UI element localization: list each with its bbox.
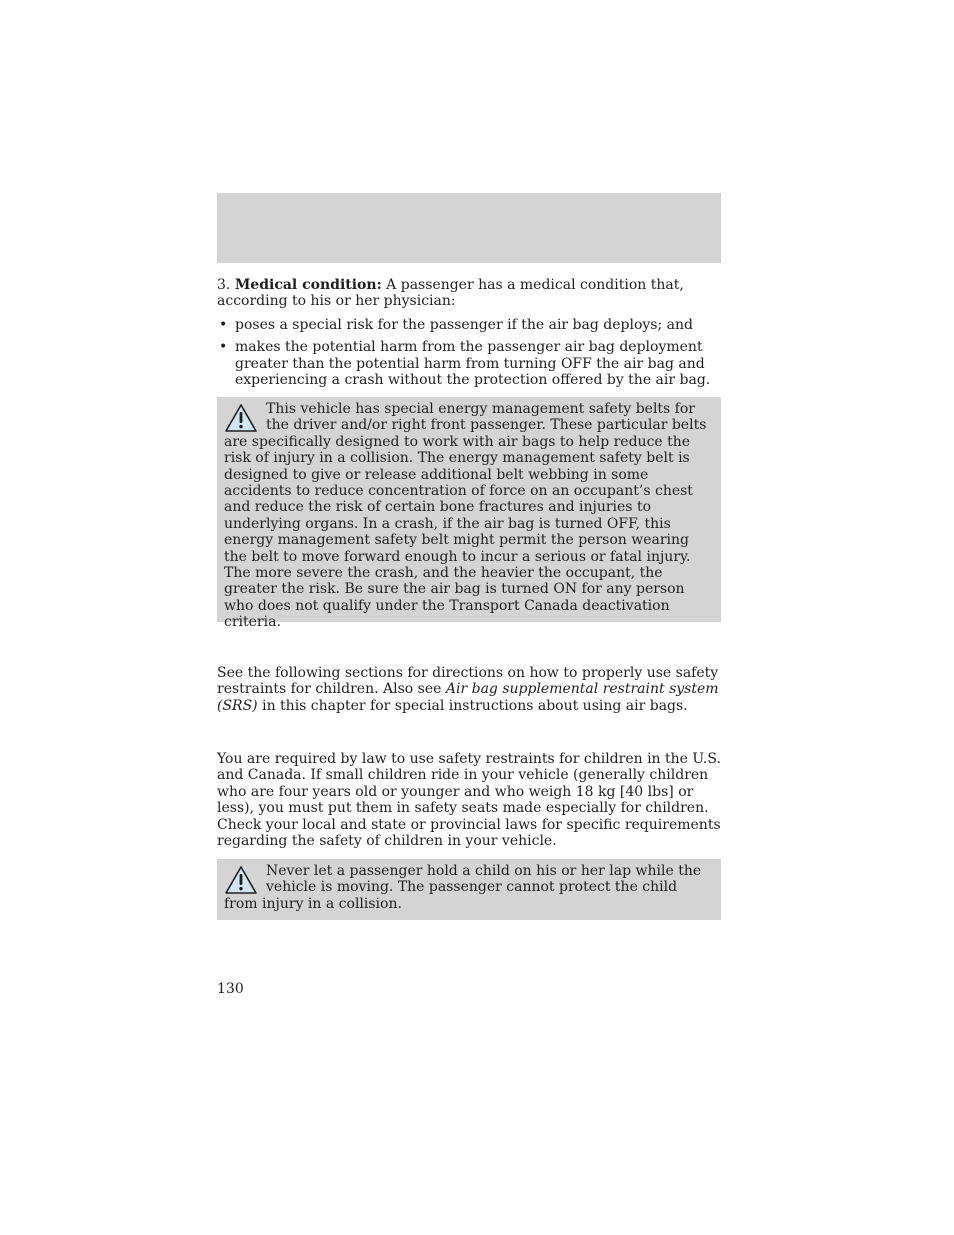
item-heading: Medical condition: <box>234 277 382 293</box>
bullet-text: makes the potential harm from the passenger air bag deployment greater than the potential harm from turning OFF the air bag and experiencing a crash without the protection offered by the air bag. <box>235 339 711 389</box>
paragraph-text: in this chapter for special instructions about using air bags. <box>257 697 688 714</box>
warning-triangle-icon <box>224 403 258 433</box>
child-restraints-intro-paragraph <box>217 665 721 714</box>
warning-box-child-lap <box>217 859 721 920</box>
item-number: 3. <box>217 277 231 293</box>
medical-condition-item <box>217 277 721 310</box>
cross-reference-title: Air bag supplemental restraint system (SRS) <box>217 681 719 714</box>
warning-text: This vehicle has special energy management safety belts for the driver and/or right front passenger. These particular belts are specifically designed to work with air bags to help reduce the risk of injury in a collision. The energy management safety belt is designed to give or release additional belt webbing in some accidents to reduce concentration of force on an occupant’s chest and reduce the risk of certain bone fractures and injuries to underlying organs. In a crash, if the air bag is turned OFF, this energy management safety belt might permit the person wearing the belt to move forward enough to incur a serious or fatal injury. The more severe the crash, and the heavier the occupant, the greater the risk. Be sure the air bag is turned ON for any person who does not qualify under the Transport Canada deactivation criteria. <box>224 401 707 631</box>
page-number: 130 <box>217 981 244 997</box>
bullet-text: poses a special risk for the passenger if the air bag deploys; and <box>235 317 693 333</box>
bullet-icon: • <box>219 317 228 333</box>
warning-triangle-icon <box>224 865 258 895</box>
list-item <box>217 339 721 388</box>
warning-text: Never let a passenger hold a child on his or her lap while the vehicle is moving. The passenger cannot protect the child from injury in a collision. <box>224 863 702 912</box>
paragraph-text: See the following sections for directions on how to properly use safety restraints for children. Also see <box>217 665 719 698</box>
item-text: A passenger has a medical condition that, according to his or her physician: <box>217 277 684 310</box>
child-restraints-law-paragraph: You are required by law to use safety restraints for children in the U.S. and Canada. If small children ride in your vehicle (generally children who are four years old or younger and who weigh 18 kg [40 lbs] or less), you must put them in safety seats made especially for children. Check your local and state or provincial laws for specific requirements regarding the safety of children in your vehicle. <box>217 751 721 850</box>
bullet-icon: • <box>219 339 228 356</box>
warning-box-safety-belts <box>217 397 721 631</box>
list-item <box>217 317 721 333</box>
section-header-bar <box>217 193 721 263</box>
condition-bullet-list <box>217 317 721 395</box>
